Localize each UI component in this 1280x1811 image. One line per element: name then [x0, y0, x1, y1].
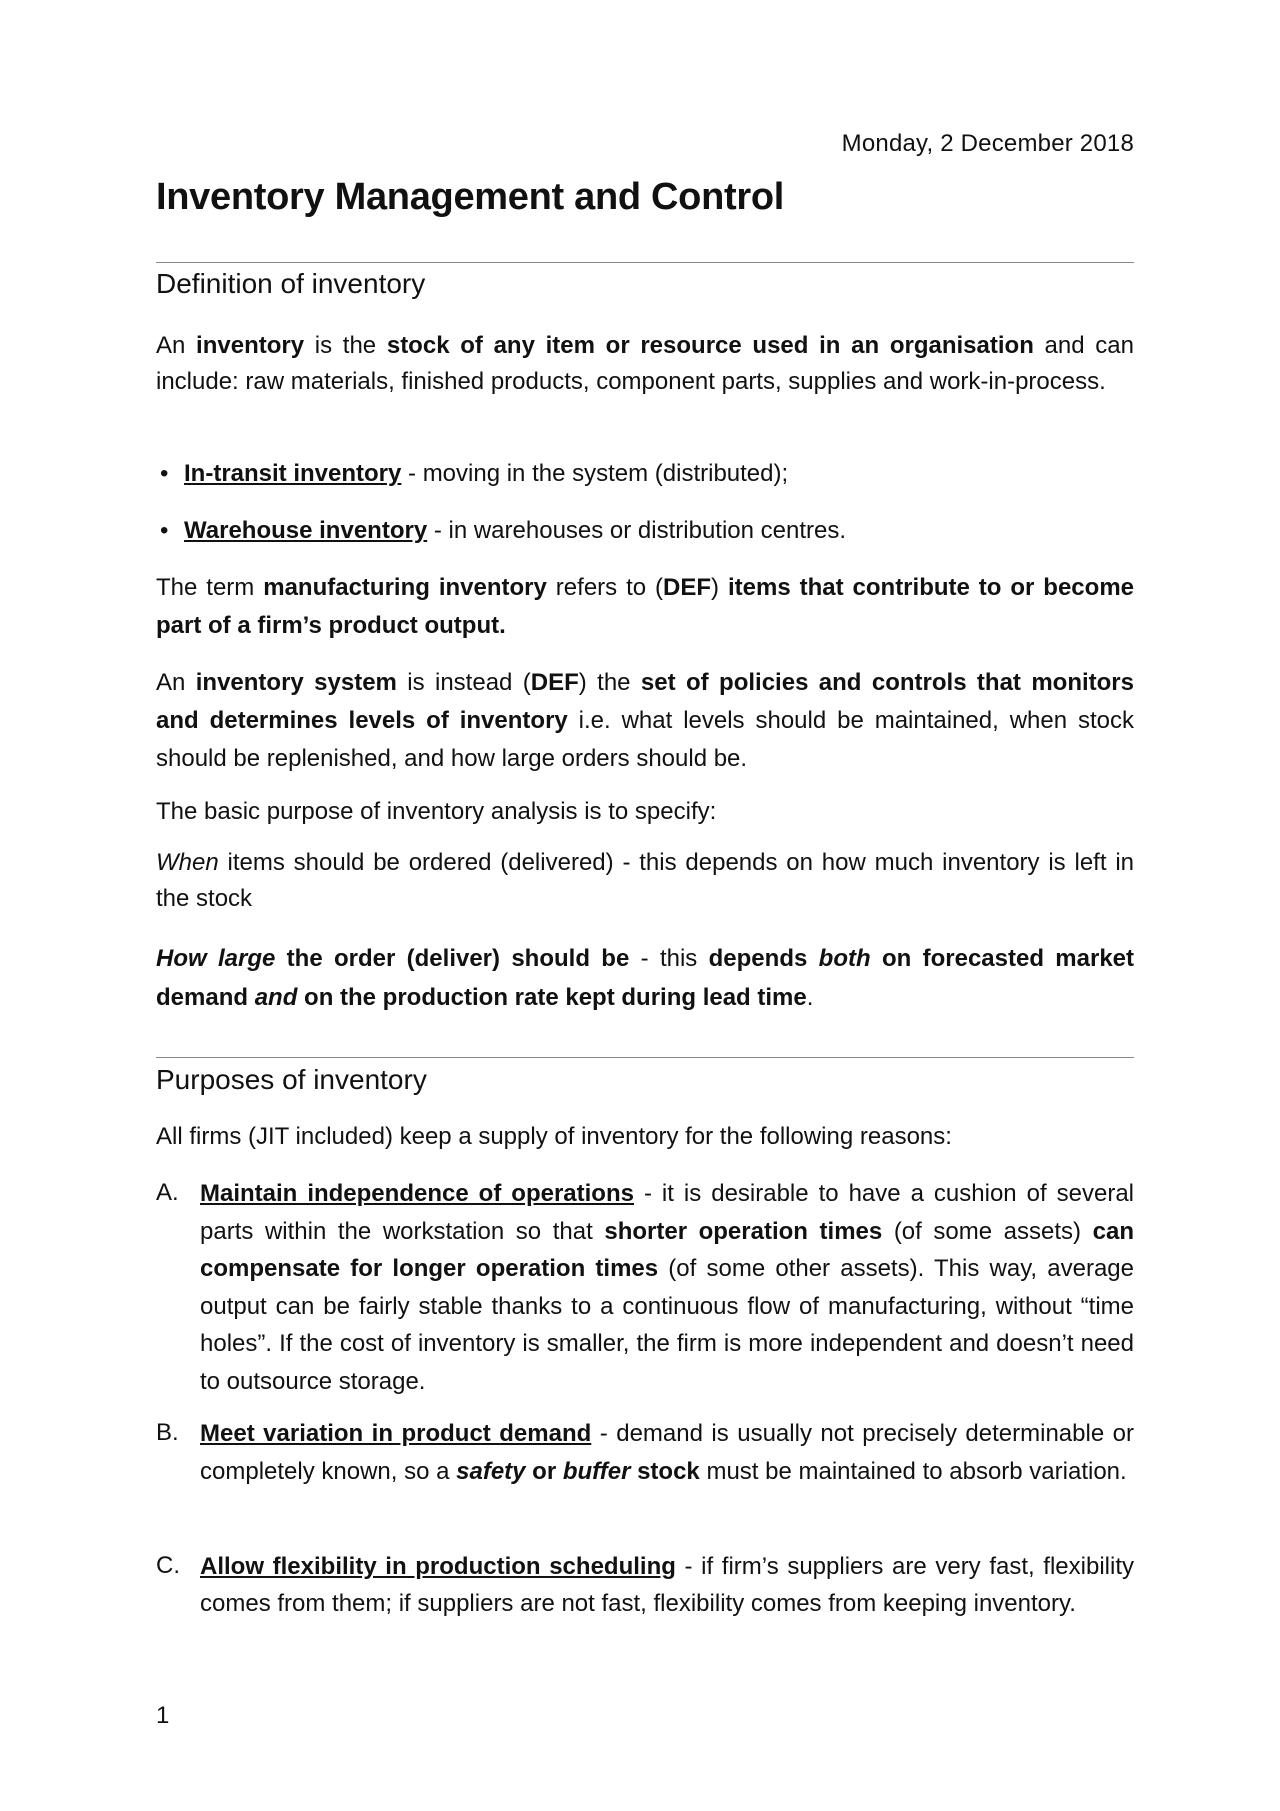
list-item-text: Allow flexibility in production scheduling - if firm’s suppliers are very fast, flexibility comes from them; if suppliers are not fast, flexibility comes from keeping inventory.	[200, 1553, 1135, 1617]
bullet-icon: •	[160, 460, 169, 487]
paragraph-purpose-intro: The basic purpose of inventory analysis is to specify:	[156, 798, 717, 825]
section-heading-definition: Definition of inventory	[156, 268, 426, 299]
paragraph-how-large: How large the order (deliver) should be - this depends both on forecasted market demand and on the production rate kept during lead time.	[156, 945, 1135, 1011]
document-title: Inventory Management and Control	[156, 176, 785, 218]
list-item-letter: C.	[156, 1552, 180, 1579]
section-divider	[156, 1057, 1134, 1058]
list-item-letter: B.	[156, 1419, 179, 1446]
list-item-text: Maintain independence of operations - it is desirable to have a cushion of several parts within the workstation so that shorter operation times (of some assets) can compensate for longer operation times (of some other assets). This way, average output can be fairly stable thanks to a continuous flow of manufacturing, without “time holes”. If the cost of inventory is smaller, the firm is more independent and doesn’t need to outsource storage.	[200, 1180, 1134, 1395]
paragraph-when: When items should be ordered (delivered) - this depends on how much inventory is left in the stock	[156, 849, 1134, 912]
paragraph-purposes-intro: All firms (JIT included) keep a supply of inventory for the following reasons:	[156, 1123, 952, 1150]
document-date: Monday, 2 December 2018	[841, 130, 1134, 157]
section-divider	[156, 262, 1134, 263]
section-heading-purposes: Purposes of inventory	[156, 1064, 427, 1095]
list-item-letter: A.	[156, 1179, 179, 1206]
bullet-icon: •	[160, 517, 169, 544]
page-number: 1	[156, 1702, 170, 1729]
paragraph-inventory-definition: An inventory is the stock of any item or resource used in an organisation and can include: raw materials, finished products, component parts, supplies and work-in-process.	[156, 332, 1134, 395]
paragraph-inventory-system: An inventory system is instead (DEF) the set of policies and controls that monitors and determines levels of inventory i.e. what levels should be maintained, when stock should be replenished, and how large orders should be.	[156, 669, 1134, 772]
list-item-text: Meet variation in product demand - demand is usually not precisely determinable or completely known, so a safety or buffer stock must be maintained to absorb variation.	[200, 1420, 1134, 1485]
paragraph-manufacturing-inventory: The term manufacturing inventory refers to (DEF) items that contribute to or become part of a firm’s product output.	[156, 574, 1135, 639]
